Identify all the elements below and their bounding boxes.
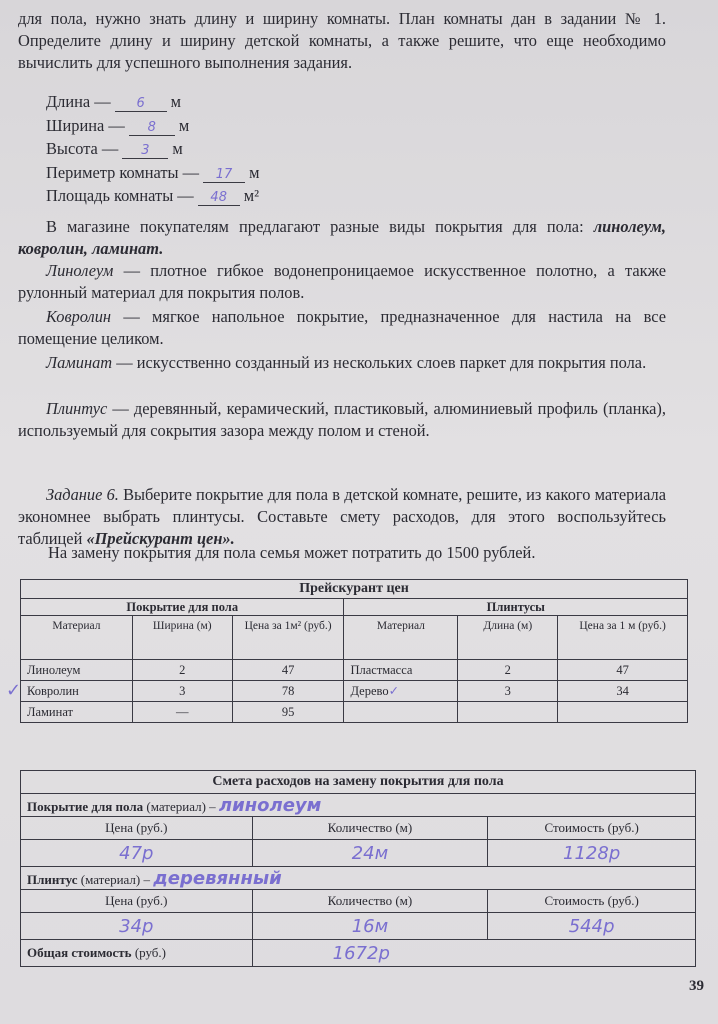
measurement-area: [46, 184, 259, 208]
cell-width: 2: [132, 660, 232, 681]
measurement-label: Ширина —: [46, 115, 125, 135]
floor-header: Покрытие для пола: [21, 599, 344, 616]
measurement-width: [46, 114, 259, 138]
floor-material-row: [21, 794, 696, 817]
price-list-title: Прейскурант цен: [21, 580, 688, 599]
definition-baseboard: [18, 398, 666, 442]
total-label-cell: [21, 940, 253, 967]
cell-width: —: [132, 702, 232, 723]
shop-paragraph: [18, 216, 666, 260]
estimate-table: [20, 770, 696, 967]
check-icon: ✓: [388, 683, 400, 698]
definition-term: Ламинат: [46, 353, 113, 372]
cell-baseboard-material: [344, 702, 458, 723]
measurements-list: [46, 90, 259, 208]
column-header: Материал: [344, 616, 458, 660]
task-reference: «Прейскурант цен».: [86, 529, 235, 548]
baseboard-header: Плинтусы: [344, 599, 688, 616]
estimate-title: Смета расходов на замену покрытия для пола: [21, 771, 696, 794]
cell-length: 2: [458, 660, 558, 681]
baseboard-material-answer[interactable]: деревянный: [153, 867, 282, 889]
measurement-height: [46, 137, 259, 161]
measurement-perimeter: [46, 161, 259, 185]
budget-line: [48, 542, 668, 564]
definition-carpet: [18, 306, 666, 350]
total-unit: (руб.): [134, 945, 166, 960]
cell-baseboard-material: Дерево✓: [344, 681, 458, 702]
task-label: Задание 6.: [46, 485, 119, 504]
cell-price: 95: [232, 702, 344, 723]
budget-text: На замену покрытия для пола семья может потратить до 1500 рублей.: [48, 543, 536, 562]
column-header: Ширина (м): [132, 616, 232, 660]
total-label: Общая стоимость: [27, 945, 132, 960]
answer-blank[interactable]: 17: [203, 164, 245, 183]
column-header: Материал: [21, 616, 133, 660]
intro-paragraph: [18, 8, 666, 74]
column-header: Цена за 1м² (руб.): [232, 616, 344, 660]
column-header: Стоимость (руб.): [488, 890, 696, 913]
shop-text: В магазине покупателям предлагают разные виды покрытия для пола:: [46, 217, 584, 236]
baseboard-label: Плинтус: [27, 871, 78, 887]
task-text: Выберите покрытие для пола в детской комнате, решите, из какого материала экономнее выбрать плинтусы. Составьте смету расходов, для этого воспользуйтесь таблицей: [18, 485, 666, 548]
definition-text: — искусственно созданный из нескольких слоев паркет для покрытия пола.: [112, 353, 647, 372]
answer-blank[interactable]: 48: [198, 187, 240, 206]
page-number: 39: [689, 978, 704, 994]
cell-floor-material: Ламинат: [21, 702, 133, 723]
table-row: [21, 660, 688, 681]
intro-text: для пола, нужно знать длину и ширину комнаты. План комнаты дан в задании № 1. Определите длину и ширину детской комнаты, а также решите, что еще необходимо вычислить для успешного выполнения задания.: [18, 9, 666, 72]
definition-text: — плотное гибкое водонепроницаемое искусственное полотно, а также рулонный материал для покрытия полов.: [18, 261, 666, 302]
definition-linoleum: [18, 260, 666, 304]
measurement-unit: м: [172, 139, 183, 158]
definition-term: Плинтус: [46, 399, 108, 418]
cell-baseboard-price: 34: [558, 681, 688, 702]
definition-term: Ковролин: [46, 307, 112, 326]
shop-materials: линолеум, ковролин, ламинат.: [18, 217, 666, 258]
cell-floor-material: Линолеум: [21, 660, 133, 681]
floor-material-answer[interactable]: линолеум: [218, 794, 322, 816]
definition-text: — мягкое напольное покрытие, предназначенное для настила на все помещение целиком.: [18, 307, 666, 348]
column-header: Количество (м): [252, 817, 488, 840]
measurement-label: Длина —: [46, 92, 111, 111]
cell-baseboard-price: 47: [558, 660, 688, 681]
price-list-table: [20, 579, 688, 723]
table-row: [21, 702, 688, 723]
cell-floor-material: Ковролин: [21, 681, 133, 702]
answer-blank[interactable]: 8: [129, 117, 175, 136]
answer-blank[interactable]: 3: [122, 140, 168, 159]
measurement-unit: м: [170, 92, 182, 111]
definition-text: — деревянный, керамический, пластиковый, алюминиевый профиль (планка), используемый для сокрытия зазора между полом и стеной.: [18, 399, 666, 440]
floor-qty-cell[interactable]: 24м: [252, 840, 488, 867]
measurement-unit: м: [249, 162, 260, 182]
column-header: Количество (м): [252, 890, 488, 913]
cell-baseboard-price: [558, 702, 688, 723]
check-icon: ✓: [6, 680, 22, 701]
cell-width: 3: [132, 681, 232, 702]
answer-blank[interactable]: 6: [115, 93, 167, 112]
cell-price: 78: [232, 681, 344, 702]
measurement-label: Периметр комнаты —: [46, 162, 200, 182]
floor-cost-cell[interactable]: 1128р: [488, 840, 696, 867]
cell-length: 3: [458, 681, 558, 702]
measurement-label: Площадь комнаты —: [46, 186, 194, 205]
column-header: Цена (руб.): [21, 817, 253, 840]
floor-material-note: (материал) –: [146, 798, 216, 814]
column-header: Цена за 1 м (руб.): [558, 616, 688, 660]
measurement-label: Высота —: [46, 139, 119, 158]
cell-length: [458, 702, 558, 723]
floor-label: Покрытие для пола: [27, 798, 144, 814]
baseboard-cost-cell[interactable]: 544р: [488, 913, 696, 940]
column-header: Длина (м): [458, 616, 558, 660]
measurement-length: [46, 90, 259, 114]
baseboard-price-cell[interactable]: 34р: [21, 913, 253, 940]
measurement-unit: м: [178, 115, 190, 135]
column-header: Стоимость (руб.): [488, 817, 696, 840]
baseboard-qty-cell[interactable]: 16м: [252, 913, 488, 940]
column-header: Цена (руб.): [21, 890, 253, 913]
cell-price: 47: [232, 660, 344, 681]
table-row: [21, 681, 688, 702]
definition-term: Линолеум: [46, 261, 114, 280]
total-value-cell[interactable]: 1672р: [252, 940, 695, 967]
task-paragraph: [18, 484, 666, 550]
definition-laminate: [18, 352, 666, 374]
cell-baseboard-material: Пластмасса: [344, 660, 458, 681]
floor-price-cell[interactable]: 47р: [21, 840, 253, 867]
baseboard-material-row: [21, 867, 696, 890]
baseboard-material-note: (материал) –: [80, 871, 150, 887]
measurement-unit: м²: [243, 186, 259, 205]
